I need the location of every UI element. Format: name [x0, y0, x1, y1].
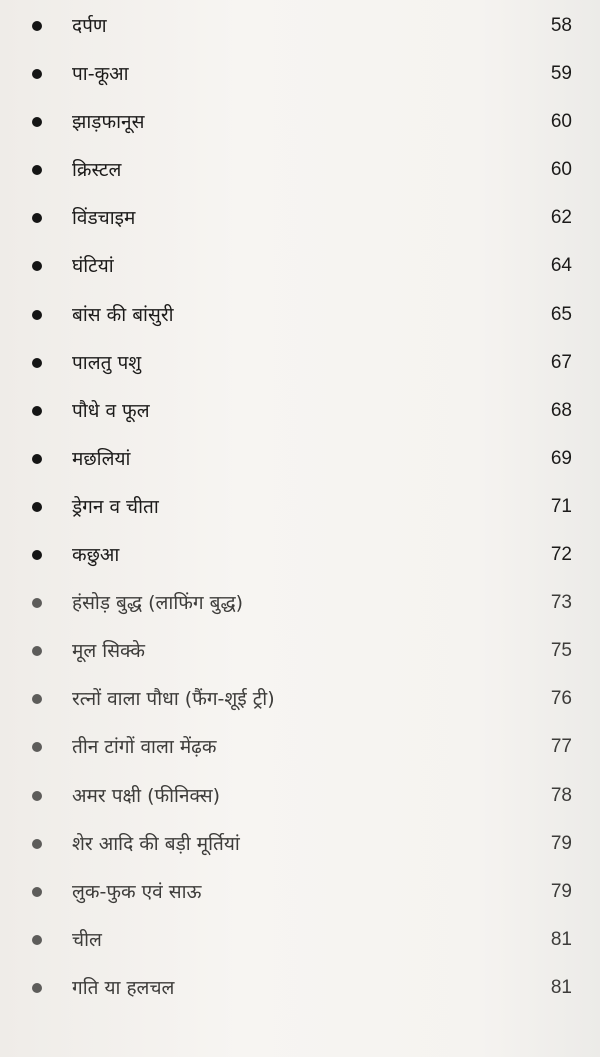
entry-title: घंटियां — [72, 255, 114, 278]
entry-page-number: 64 — [550, 255, 572, 277]
toc-entry — [0, 440, 600, 488]
entry-page-number: 79 — [550, 880, 572, 902]
toc-entry — [0, 536, 600, 584]
entry-page-number: 68 — [550, 399, 572, 421]
toc-entry — [0, 392, 600, 440]
toc-entry — [0, 777, 600, 825]
toc-entry — [0, 7, 600, 55]
entry-page-number: 69 — [550, 447, 572, 469]
entry-page-number: 75 — [550, 640, 572, 662]
entry-title: हंसोड़ बुद्ध (लाफिंग बुद्ध) — [72, 592, 244, 615]
toc-entry — [0, 344, 600, 392]
entry-title: झाड़फानूस — [72, 111, 145, 134]
toc-entry — [0, 247, 600, 295]
entry-title: पौधे व फूल — [72, 399, 150, 422]
entry-page-number: 81 — [550, 928, 572, 950]
toc-entry — [0, 873, 600, 921]
entry-title: रत्नों वाला पौधा (फैंग-शूई ट्री) — [72, 688, 275, 711]
bullet-icon — [32, 261, 42, 271]
entry-title: क्रिस्टल — [72, 159, 122, 182]
toc-entry — [0, 488, 600, 536]
entry-title: चील — [72, 928, 102, 951]
entry-title: तीन टांगों वाला मेंढ़क — [72, 736, 217, 759]
toc-entry — [0, 825, 600, 873]
entry-page-number: 65 — [550, 303, 572, 325]
entry-title: अमर पक्षी (फीनिक्स) — [72, 784, 221, 807]
bullet-icon — [32, 454, 42, 464]
entry-page-number: 71 — [550, 495, 572, 517]
bullet-icon — [32, 69, 42, 79]
bullet-icon — [32, 21, 42, 31]
bullet-icon — [32, 646, 42, 656]
bullet-icon — [32, 887, 42, 897]
entry-title: कछुआ — [72, 544, 120, 567]
bullet-icon — [32, 983, 42, 993]
entry-page-number: 62 — [550, 207, 572, 229]
bullet-icon — [32, 550, 42, 560]
entry-page-number: 72 — [550, 544, 572, 566]
entry-title: बांस की बांसुरी — [72, 303, 174, 326]
entry-page-number: 81 — [550, 976, 572, 998]
entry-title: पा-कूआ — [72, 63, 129, 86]
toc-entry — [0, 151, 600, 199]
table-of-contents — [0, 7, 600, 1017]
entry-page-number: 58 — [550, 15, 572, 36]
entry-page-number: 79 — [550, 832, 572, 854]
bullet-icon — [32, 310, 42, 320]
entry-page-number: 73 — [550, 592, 572, 614]
bullet-icon — [32, 213, 42, 223]
entry-title: मछलियां — [72, 447, 131, 470]
entry-page-number: 60 — [550, 111, 572, 133]
toc-entry — [0, 680, 600, 728]
toc-entry — [0, 199, 600, 247]
entry-title: दर्पण — [72, 15, 107, 37]
entry-title: गति या हलचल — [72, 976, 175, 999]
bullet-icon — [32, 791, 42, 801]
bullet-icon — [32, 694, 42, 704]
toc-entry — [0, 103, 600, 151]
entry-page-number: 60 — [550, 159, 572, 181]
toc-entry — [0, 632, 600, 680]
bullet-icon — [32, 598, 42, 608]
bullet-icon — [32, 358, 42, 368]
toc-entry — [0, 728, 600, 776]
entry-page-number: 78 — [550, 784, 572, 806]
toc-entry — [0, 584, 600, 632]
toc-entry — [0, 969, 600, 1017]
entry-page-number: 77 — [550, 736, 572, 758]
toc-entry — [0, 296, 600, 344]
bullet-icon — [32, 406, 42, 416]
bullet-icon — [32, 839, 42, 849]
bullet-icon — [32, 742, 42, 752]
bullet-icon — [32, 502, 42, 512]
bullet-icon — [32, 935, 42, 945]
toc-entry — [0, 55, 600, 103]
bullet-icon — [32, 117, 42, 127]
entry-title: मूल सिक्के — [72, 640, 145, 663]
toc-entry — [0, 921, 600, 969]
entry-title: लुक-फुक एवं साऊ — [72, 880, 202, 903]
entry-page-number: 76 — [550, 688, 572, 710]
entry-title: विंडचाइम — [72, 207, 136, 230]
entry-title: पालतु पशु — [72, 351, 142, 374]
bullet-icon — [32, 165, 42, 175]
entry-title: शेर आदि की बड़ी मूर्तियां — [72, 832, 240, 855]
entry-page-number: 67 — [550, 351, 572, 373]
entry-page-number: 59 — [550, 63, 572, 85]
entry-title: ड्रेगन व चीता — [72, 495, 159, 518]
